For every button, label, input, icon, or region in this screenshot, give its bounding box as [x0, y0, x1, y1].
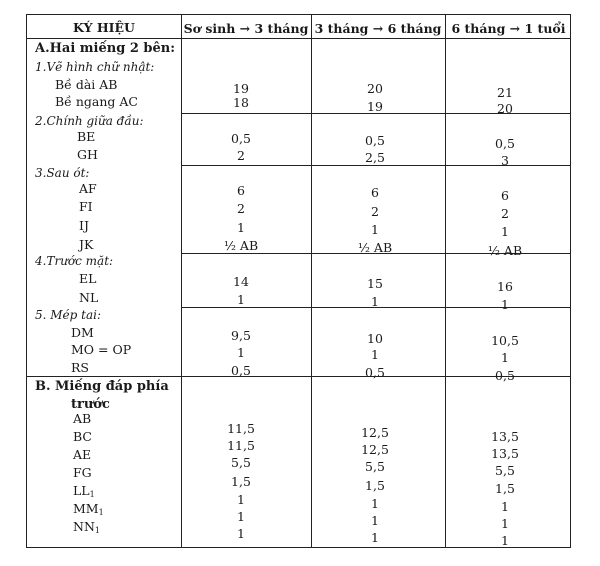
cell-value: 13,5 [491, 446, 519, 461]
header-divider [27, 38, 570, 39]
cell-value: 10 [367, 331, 383, 346]
cell-value: 1 [371, 513, 379, 528]
cell-value: 1 [371, 347, 379, 362]
cell-value: 0,5 [365, 133, 385, 148]
cell-value: 13,5 [491, 429, 519, 444]
column-divider [311, 15, 312, 547]
header-so-sinh-3-thang: Sơ sinh → 3 tháng [183, 21, 309, 36]
cell-value: 1 [501, 516, 509, 531]
cell-value: 2 [237, 201, 245, 216]
cell-value: 1 [501, 533, 509, 548]
row-label: EL [79, 271, 97, 286]
cell-value: 3 [501, 153, 509, 168]
row-label: $MM_1$ [73, 501, 104, 517]
row-label: AF [79, 181, 97, 196]
cell-value: 12,5 [361, 425, 389, 440]
cell-value: ½ AB [357, 240, 393, 255]
cell-value: 0,5 [231, 363, 251, 378]
cell-value: 21 [497, 85, 513, 100]
cell-value: 1 [237, 492, 245, 507]
row-label: FG [73, 465, 92, 480]
cell-value: 1 [501, 224, 509, 239]
group-sau-ot: 3.Sau ót: [35, 166, 90, 180]
cell-value: 1 [501, 350, 509, 365]
cell-value: 20 [497, 101, 513, 116]
cell-value: 18 [233, 95, 249, 110]
group-ve-hinh-chu-nhat: 1.Vẽ hình chữ nhật: [35, 60, 155, 74]
cell-value: 1 [237, 292, 245, 307]
cell-value: 2 [501, 206, 509, 221]
section-b-title: B. Miếng đáp phía [35, 379, 169, 394]
cell-value: 11,5 [227, 421, 255, 436]
cell-value: 1 [371, 496, 379, 511]
section-a-title: A.Hai miếng 2 bên: [35, 41, 175, 56]
cell-value: ½ AB [223, 238, 259, 253]
row-label: AE [73, 447, 92, 462]
measurement-table [26, 14, 571, 548]
cell-value: 5,5 [365, 459, 385, 474]
cell-value: 2 [237, 148, 245, 163]
row-label: AB [73, 411, 92, 426]
cell-value: 5,5 [495, 463, 515, 478]
group-truoc-mat: 4.Trước mặt: [35, 254, 114, 268]
row-label-subscript: 1 [89, 490, 95, 499]
column-divider [181, 15, 182, 547]
row-label-subscript: 1 [98, 508, 104, 517]
cell-value: 1 [371, 294, 379, 309]
row-label: IJ [79, 218, 89, 233]
cell-value: 5,5 [231, 455, 251, 470]
cell-value: 19 [367, 99, 383, 114]
cell-value: 1 [237, 526, 245, 541]
cell-value: 0,5 [495, 368, 515, 383]
cell-value: 1 [371, 222, 379, 237]
cell-value: 16 [497, 279, 513, 294]
header-6-thang-1-tuoi: 6 tháng → 1 tuổi [451, 21, 566, 36]
cell-value: 2,5 [365, 150, 385, 165]
cell-value: 1,5 [495, 481, 515, 496]
row-label: NL [79, 290, 99, 305]
column-divider [445, 15, 446, 547]
section-b-title-continued: trước [71, 397, 110, 412]
row-label: GH [77, 147, 98, 162]
cell-value: 6 [371, 185, 379, 200]
row-label: JK [79, 237, 94, 252]
row-label: RS [71, 360, 89, 375]
row-label: Bề dài AB [55, 77, 118, 92]
row-label: $LL_1$ [73, 483, 95, 499]
row-label: $NN_1$ [73, 519, 100, 535]
cell-value: 6 [237, 183, 245, 198]
cell-value: 19 [233, 81, 249, 96]
cell-value: 15 [367, 276, 383, 291]
cell-value: 0,5 [231, 131, 251, 146]
cell-value: 11,5 [227, 438, 255, 453]
cell-value: 1,5 [231, 474, 251, 489]
cell-value: 10,5 [491, 333, 519, 348]
row-label: BE [77, 129, 96, 144]
row-label-subscript: 1 [94, 526, 100, 535]
cell-value: 12,5 [361, 442, 389, 457]
row-label: FI [79, 199, 93, 214]
cell-value: 6 [501, 188, 509, 203]
cell-value: 1 [237, 220, 245, 235]
cell-value: 1,5 [365, 478, 385, 493]
group-chinh-giua-dau: 2.Chính giữa đầu: [35, 114, 144, 128]
row-label: DM [71, 325, 94, 340]
cell-value: 14 [233, 274, 249, 289]
cell-value: 1 [371, 530, 379, 545]
header-ky-hieu: KÝ HIỆU [73, 20, 135, 35]
cell-value: 9,5 [231, 328, 251, 343]
cell-value: 1 [501, 297, 509, 312]
row-label: MO = OP [71, 342, 132, 357]
cell-value: 2 [371, 204, 379, 219]
row-label: Bề ngang AC [55, 94, 138, 109]
cell-value: 20 [367, 81, 383, 96]
cell-value: 1 [237, 345, 245, 360]
cell-value: 0,5 [365, 365, 385, 380]
cell-value: 1 [237, 509, 245, 524]
row-label: BC [73, 429, 92, 444]
cell-value: ½ AB [487, 243, 523, 258]
group-mep-tai: 5. Mép tai: [35, 308, 102, 322]
header-3-6-thang: 3 tháng → 6 tháng [314, 21, 442, 36]
cell-value: 1 [501, 499, 509, 514]
cell-value: 0,5 [495, 136, 515, 151]
